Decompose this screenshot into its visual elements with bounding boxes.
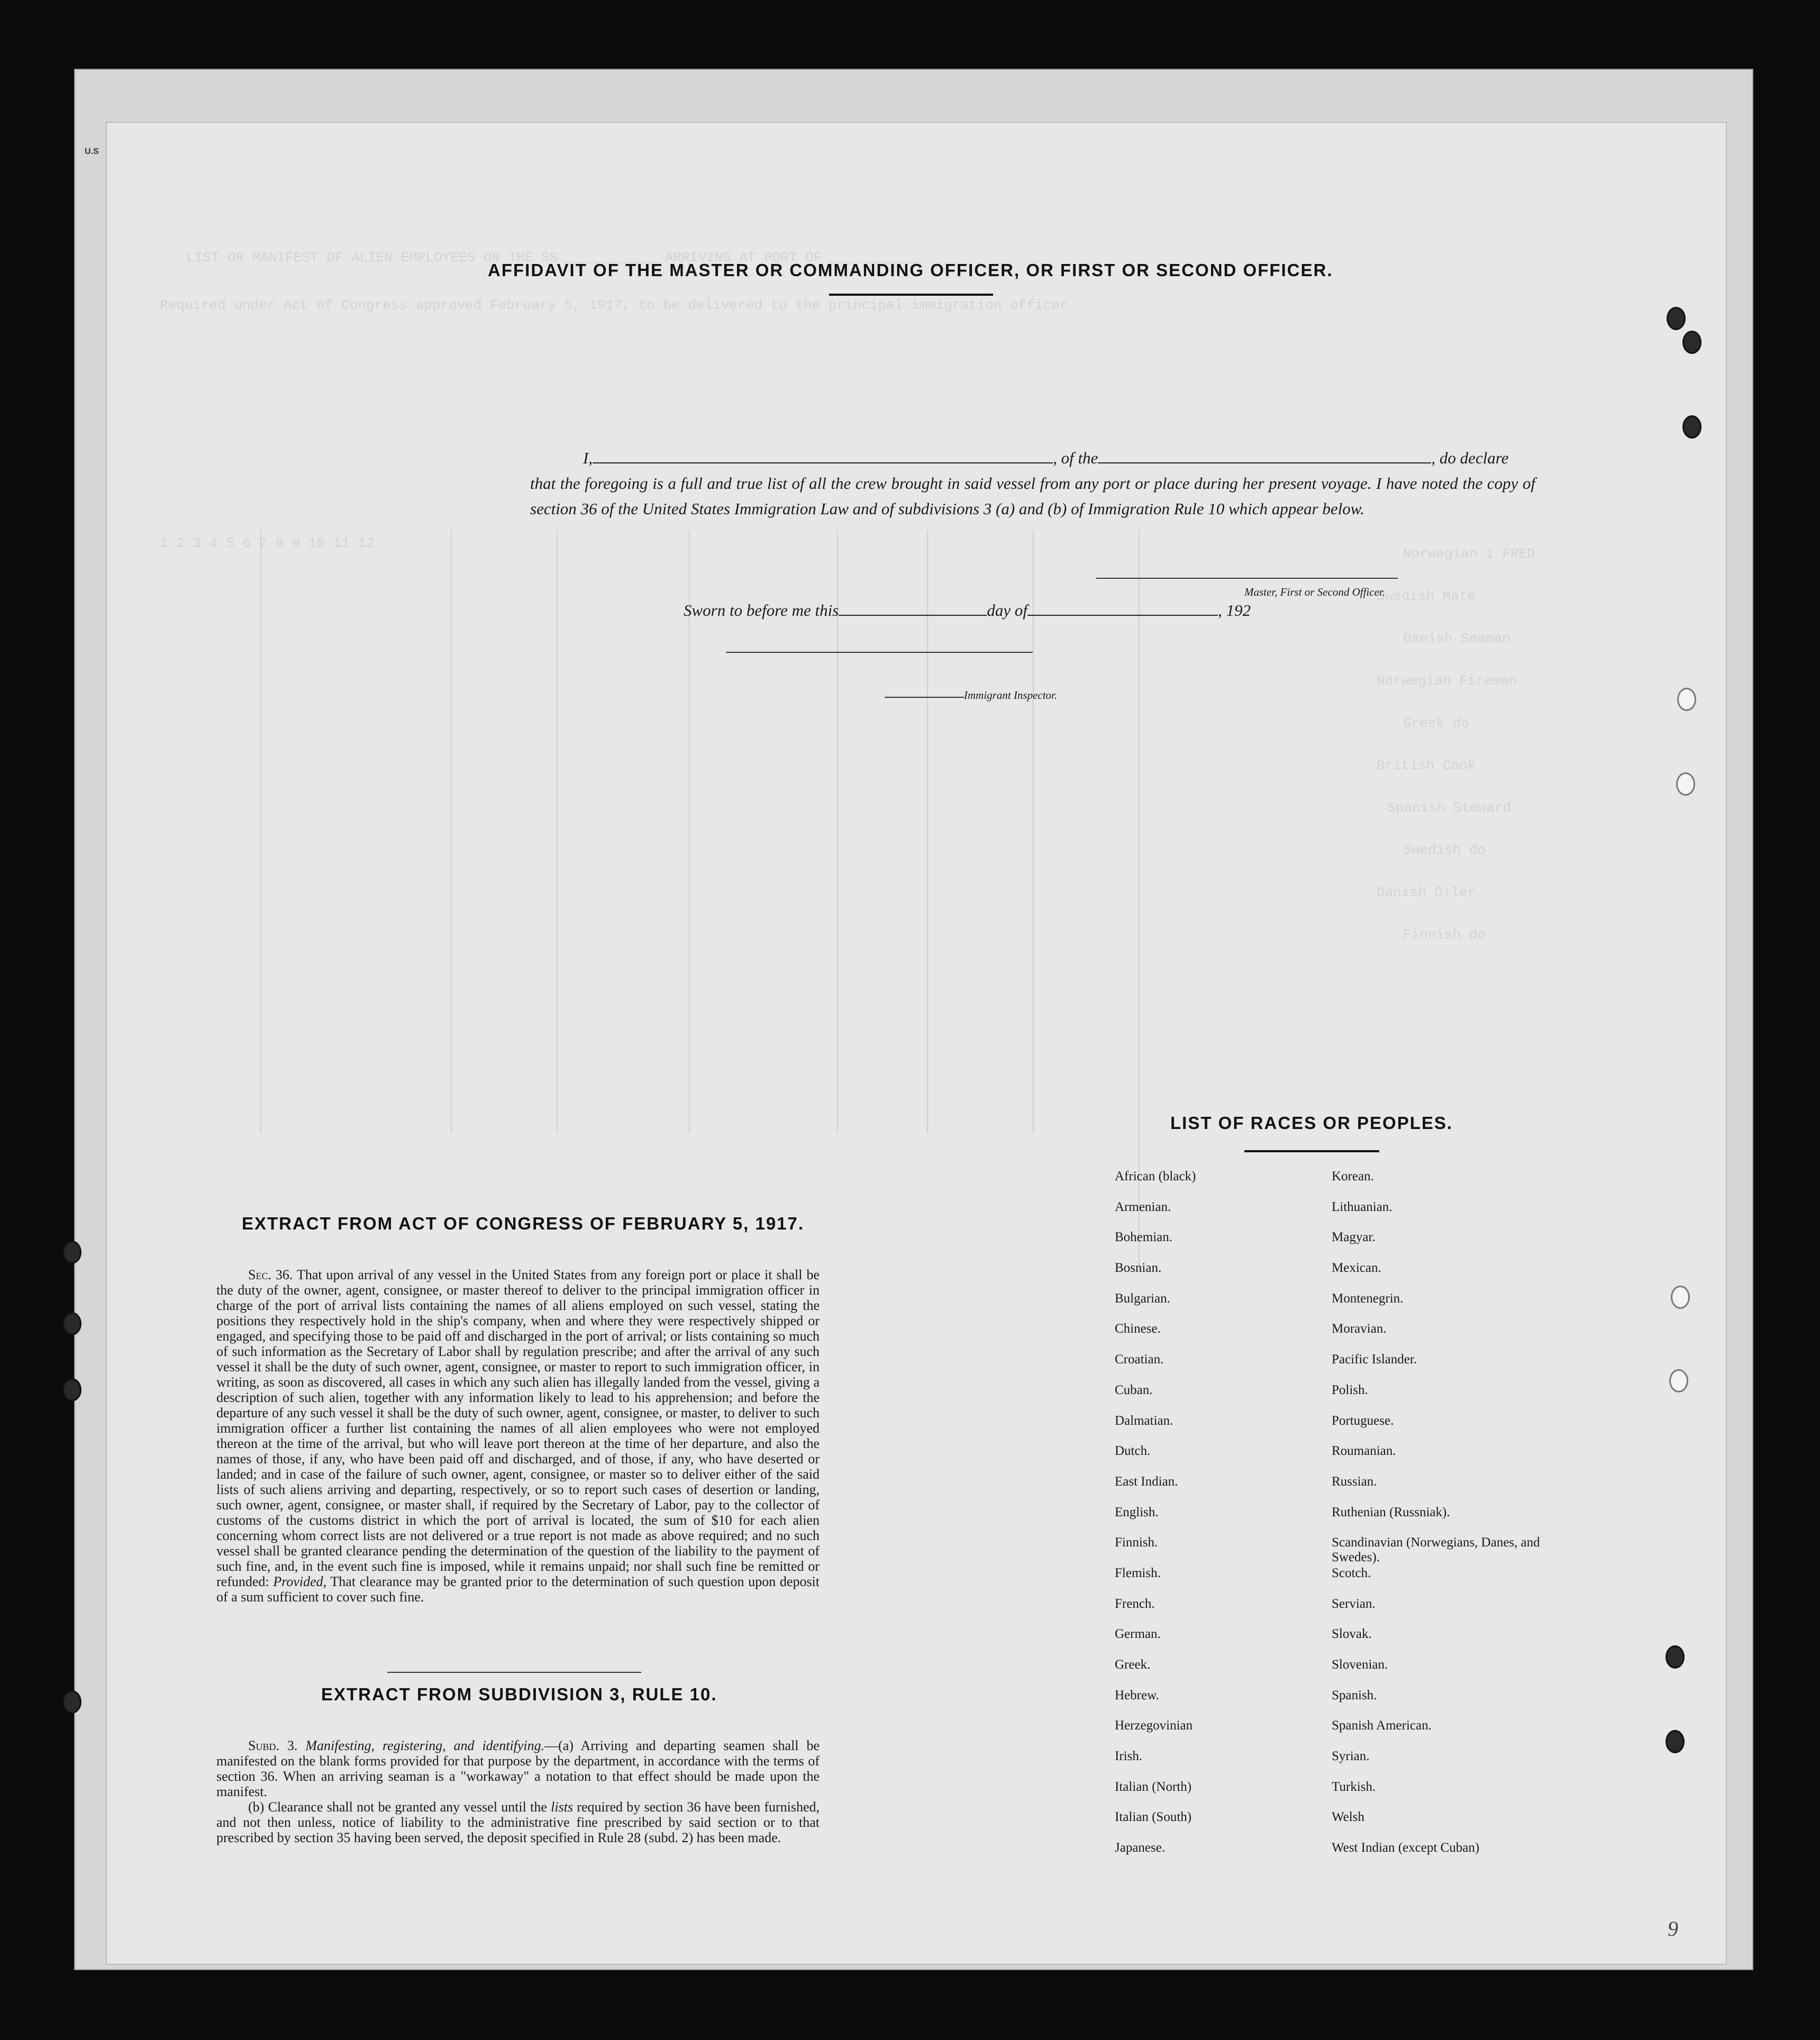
race-item: Polish.: [1332, 1382, 1368, 1397]
race-item: Irish.: [1115, 1749, 1143, 1764]
binder-hole: [1677, 688, 1696, 711]
vessel-name-blank[interactable]: [1098, 447, 1431, 463]
binder-hole: [1669, 1369, 1688, 1392]
race-item: Bosnian.: [1115, 1261, 1162, 1276]
race-item: Dalmatian.: [1115, 1413, 1173, 1428]
rule-para-b-lists: lists: [551, 1799, 574, 1815]
race-item: East Indian.: [1115, 1474, 1178, 1489]
binder-hole: [62, 1378, 81, 1401]
act-provided: Provided,: [273, 1574, 327, 1589]
master-caption: Master, First or Second Officer.: [1244, 586, 1385, 598]
race-item: Scandinavian (Norwegians, Danes, and Swedes).: [1332, 1535, 1540, 1565]
affidavit-declaration-line: I, , of the , do declare: [530, 445, 1535, 471]
race-item: Moravian.: [1332, 1322, 1387, 1336]
race-item: Slovak.: [1332, 1627, 1372, 1642]
act-section-36: [216, 1267, 820, 1605]
race-item: Portuguese.: [1332, 1413, 1394, 1428]
binder-hole: [62, 1241, 81, 1264]
officer-name-blank[interactable]: [593, 447, 1053, 463]
races-right-column: [1332, 1169, 1575, 1871]
races-title-rule: [1244, 1150, 1379, 1152]
races-left-column: [1115, 1169, 1316, 1871]
affidavit-body: that the foregoing is a full and true list of all the crew brought in said vessel from any port or place during her present voyage. I have noted the copy of section 36 of the United States Immigration Law and of subdivisions 3 (a) and (b) of Immigration Rule 10 which appear below.: [530, 474, 1535, 518]
binder-hole: [1671, 1286, 1690, 1309]
affidavit-title: AFFIDAVIT OF THE MASTER OR COMMANDING OFFICER, OR FIRST OR SECOND OFFICER.: [488, 260, 1333, 280]
race-item: Herzegovinian: [1115, 1718, 1193, 1733]
manifest-page: LIST OR MANIFEST OF ALIEN EMPLOYEES ON THE SS ___________ ARRIVING AT PORT OF ___________ Required under Act of Congress approved February 5, 1917, to be delivered to the principal immigration officer 1 2 3 4 5 6 7 8 9 10 11 12 Norwegian 1 FRED Swedish Mate Danish Seaman Norwegian Fireman Greek do British Cook Spanish Steward Swedish do Danish Oiler Finnish do AFFIDAVIT OF THE MASTER OR COMMANDING OFFICER, OR FIRST OR SECOND OFFICER. I, , of the , do declare that the foregoing is a full and true list of all the crew brought in said vessel from any port or place during her present voyage. I have noted the copy of section 36 of the United States Immigration Law and of subdivisions 3 (a) and (b) of Immigration Rule 10 which appear below. Master, First or Second Officer. Sworn to before me this day of , 192 Immigrant Inspector. EXTRACT FROM ACT OF CONGRESS OF FEBRUARY 5, 1917. Sec. 36. That upon arrival of any vessel in the United States from any foreign port or place it shall be the duty of the owner, agent, consignee, or master thereof to deliver to the principal immigration officer in charge of the port of arrival lists containing the names of all aliens employed on such vessel, stating the positions they respectively hold in the ship's company, when and where they were respectively shipped or engaged, and specifying those to be paid off and discharged in the port of arrival; or lists containing so much of such information as the Secretary of Labor shall by regulation prescribe; and after the arrival of any such vessel it shall be the duty of such owner, agent, consignee, or master to report to such immigration officer, in writing, as soon as discovered, all cases in which any such alien has illegally landed from the vessel, giving a description of such alien, together with any information likely to lead to his apprehension; and before the departure of any such vessel it shall be the duty of such owner, agent, consignee, or master, to deliver to such immigration officer a further list containing the names of all alien employees who were not employed thereon at the time of the arrival, but who will leave port thereon at the time of her departure, and also the names of those, if any, who have been paid off and discharged, and of those, if any, who have deserted or landed; and in case of the failure of such owner, agent, consignee, or master so to deliver either of the said lists of such aliens arriving and departing, respectively, or so to report such cases of desertion or landing, such owner, agent, consignee, or master shall, if required by the Secretary of Labor, pay to the collector of customs of the customs district in which the port of arrival is located, the sum of $10 for each alien concerning whom correct lists are not delivered or a true report is not made as above required; and no such vessel shall be granted clearance pending the determination of the question of the liability to the payment of such fine, and, in the event such fine is imposed, while it remains unpaid; nor shall such fine be remitted or refunded: Provided, That clearance may be granted prior to the determination of such question upon deposit of a sum sufficient to cover such fine. EXTRACT FROM SUBDIVISION 3, RULE 10. Subd. 3. Manifesting, registering, and identifying.—(a) Arriving and departing seamen shall be manifested on the blank forms provided for that purpose by the department, in accordance with the terms of section 36. When an arriving seaman is a "workaway" a notation to that effect should be made upon the manifest. (b) Clearance shall not be granted any vessel until the lists required by section 36 have been furnished, and not then unless, notice of liability to the administrative fine prescribed by said section or to that prescribed by section 35 having been served, the deposit specified in Rule 28 (subd. 2) has been made. LIST OF RACES OR PEOPLES. African (black) Armenian. Bohemian. Bosnian. Bulgarian. Chinese. Croatian. Cuban. Dalmatian. Dutch. East Indian. English. Finnish. Flemish. French. German. Greek. Hebrew. Herzegovinian Irish. Italian (North) Italian (South) Japanese. Korean. Lithuanian. Magyar. Mexican. Montenegrin. Moravian. Pacific Islander. Polish. Portuguese. Roumanian. Russian. Ruthenian (Russniak). Scandinavian (Norwegians, Danes, and Swedes). Scotch. Servian. Slovak. Slovenian. Spanish. Spanish American. Syrian. Turkish. Welsh West Indian (except Cuban) 9: [106, 122, 1727, 1965]
race-item: Hebrew.: [1115, 1688, 1159, 1702]
rule-para-a: —(a) Arriving and departing seamen shall be manifested on the blank forms provided for that purpose by the department, in accordance with the terms of section 36. When an arriving seaman is a "workaway" a notation to that effect should be made upon the manifest.: [216, 1738, 820, 1799]
sworn-line: Sworn to before me this day of , 192: [684, 599, 1251, 620]
master-signature-line[interactable]: [1096, 578, 1398, 579]
act-body: That upon arrival of any vessel in the United States from any foreign port or place it shall be the duty of the owner, agent, consignee, or master thereof to deliver to the principal immigration officer in charge of the port of arrival lists containing the names of all aliens employed on such vessel, stating the positions they respectively hold in the ship's company, when and where they were respectively shipped or engaged, and specifying those to be paid off and discharged in the port of arrival; or lists containing so much of such information as the Secretary of Labor shall by regulation prescribe; and after the arrival of any such vessel it shall be the duty of such owner, agent, consignee, or master to report to such immigration officer, in writing, as soon as discovered, all cases in which any such alien has illegally landed from the vessel, giving a description of such alien, together with any information likely to lead to his apprehension; and before the departure of any such vessel it shall be the duty of such owner, agent, consignee, or master, to deliver to such immigration officer a further list containing the names of all alien employees who were not employed thereon at the time of the arrival, but who will leave port thereon at the time of her departure, and also the names of those, if any, who have been paid off and discharged, and of those, if any, who have deserted or landed; and in case of the failure of such owner, agent, consignee, or master so to deliver either of the said lists of such aliens arriving and departing, respectively, or so to report such cases of desertion or landing, such owner, agent, consignee, or master shall, if required by the Secretary of Labor, pay to the collector of customs of the customs district in which the port of arrival is located, the sum of $10 for each alien concerning whom correct lists are not delivered or a true report is not made as above required; and no such vessel shall be granted clearance pending the determination of the question of the liability to the payment of such fine, and, in the event such fine is imposed, while it remains unpaid; nor shall such fine be remitted or refunded:: [216, 1267, 820, 1589]
act-section-label: Sec. 36.: [248, 1267, 293, 1282]
binder-hole: [1666, 1730, 1685, 1753]
race-item: Montenegrin.: [1332, 1291, 1404, 1306]
race-item: Turkish.: [1332, 1779, 1376, 1794]
race-item: Lithuanian.: [1332, 1199, 1393, 1214]
rule-subd-heading: Manifesting, registering, and identifying.: [305, 1738, 545, 1753]
race-item: Bulgarian.: [1115, 1291, 1170, 1306]
race-item: Scotch.: [1332, 1565, 1371, 1580]
race-item: Dutch.: [1115, 1444, 1151, 1459]
race-item: Japanese.: [1115, 1841, 1166, 1855]
race-item: English.: [1115, 1505, 1159, 1519]
rule-para-b-prefix: (b) Clearance shall not be granted any vessel until the: [248, 1799, 547, 1815]
race-item: Armenian.: [1115, 1199, 1171, 1214]
affidavit-text: [530, 445, 1535, 522]
page-number-mark: 9: [1668, 1917, 1678, 1941]
race-item: Italian (South): [1115, 1810, 1192, 1825]
us-margin-mark: U.S: [85, 147, 99, 156]
sworn-day-blank[interactable]: [839, 599, 987, 616]
race-item: Roumanian.: [1332, 1444, 1396, 1459]
act-body-end: That clearance may be granted prior to the determination of such question upon deposit of a sum sufficient to cover such fine.: [216, 1574, 820, 1605]
race-item: Ruthenian (Russniak).: [1332, 1505, 1450, 1519]
race-item: Croatian.: [1115, 1352, 1164, 1367]
section-divider: [387, 1672, 641, 1673]
race-item: Welsh: [1332, 1810, 1364, 1825]
binder-hole: [1666, 1645, 1685, 1669]
rule-subd-a: [216, 1738, 820, 1799]
affidavit-title-rule: [829, 294, 993, 296]
race-item: Servian.: [1332, 1596, 1376, 1611]
rule-subd-label: Subd. 3.: [248, 1738, 298, 1753]
race-item: Spanish.: [1332, 1688, 1377, 1702]
binder-hole: [1682, 331, 1701, 354]
race-item: Mexican.: [1332, 1261, 1381, 1276]
race-item: Finnish.: [1115, 1535, 1158, 1550]
binder-hole: [1682, 415, 1701, 439]
race-item: Greek.: [1115, 1658, 1151, 1672]
race-item: Russian.: [1332, 1474, 1377, 1489]
sworn-month-blank[interactable]: [1027, 599, 1218, 616]
race-item: Cuban.: [1115, 1382, 1153, 1397]
binder-hole: [62, 1312, 81, 1335]
rule-title: EXTRACT FROM SUBDIVISION 3, RULE 10.: [321, 1684, 717, 1704]
race-item: Syrian.: [1332, 1749, 1370, 1764]
races-title: LIST OF RACES OR PEOPLES.: [1170, 1113, 1453, 1133]
race-item: Pacific Islander.: [1332, 1352, 1417, 1367]
act-title: EXTRACT FROM ACT OF CONGRESS OF FEBRUARY 5, 1917.: [242, 1214, 805, 1233]
race-item: Slovenian.: [1332, 1658, 1388, 1672]
race-item: Italian (North): [1115, 1779, 1192, 1794]
inspector-caption-rule: [885, 697, 964, 698]
race-item: Magyar.: [1332, 1230, 1376, 1245]
race-item: German.: [1115, 1627, 1161, 1642]
race-item: Korean.: [1332, 1169, 1374, 1183]
race-item: Bohemian.: [1115, 1230, 1173, 1245]
race-item: African (black): [1115, 1169, 1196, 1183]
binder-hole: [1667, 307, 1686, 330]
rule-para-b-rest: required by section 36 have been furnished, and not then unless, notice of liability to the administrative fine prescribed by said section or to that prescribed by section 35 having been served, the deposit specified in Rule 28 (subd. 2) has been made.: [216, 1799, 820, 1845]
race-item: Flemish.: [1115, 1565, 1161, 1580]
binder-hole: [62, 1690, 81, 1714]
inspector-caption: Immigrant Inspector.: [964, 689, 1058, 702]
binder-hole: [1676, 772, 1695, 796]
race-item: Spanish American.: [1332, 1718, 1432, 1733]
race-item: French.: [1115, 1596, 1155, 1611]
rule-subd-b: [216, 1799, 820, 1845]
race-item: West Indian (except Cuban): [1332, 1841, 1480, 1855]
race-item: Chinese.: [1115, 1322, 1161, 1336]
inspector-signature-line[interactable]: [726, 652, 1033, 653]
